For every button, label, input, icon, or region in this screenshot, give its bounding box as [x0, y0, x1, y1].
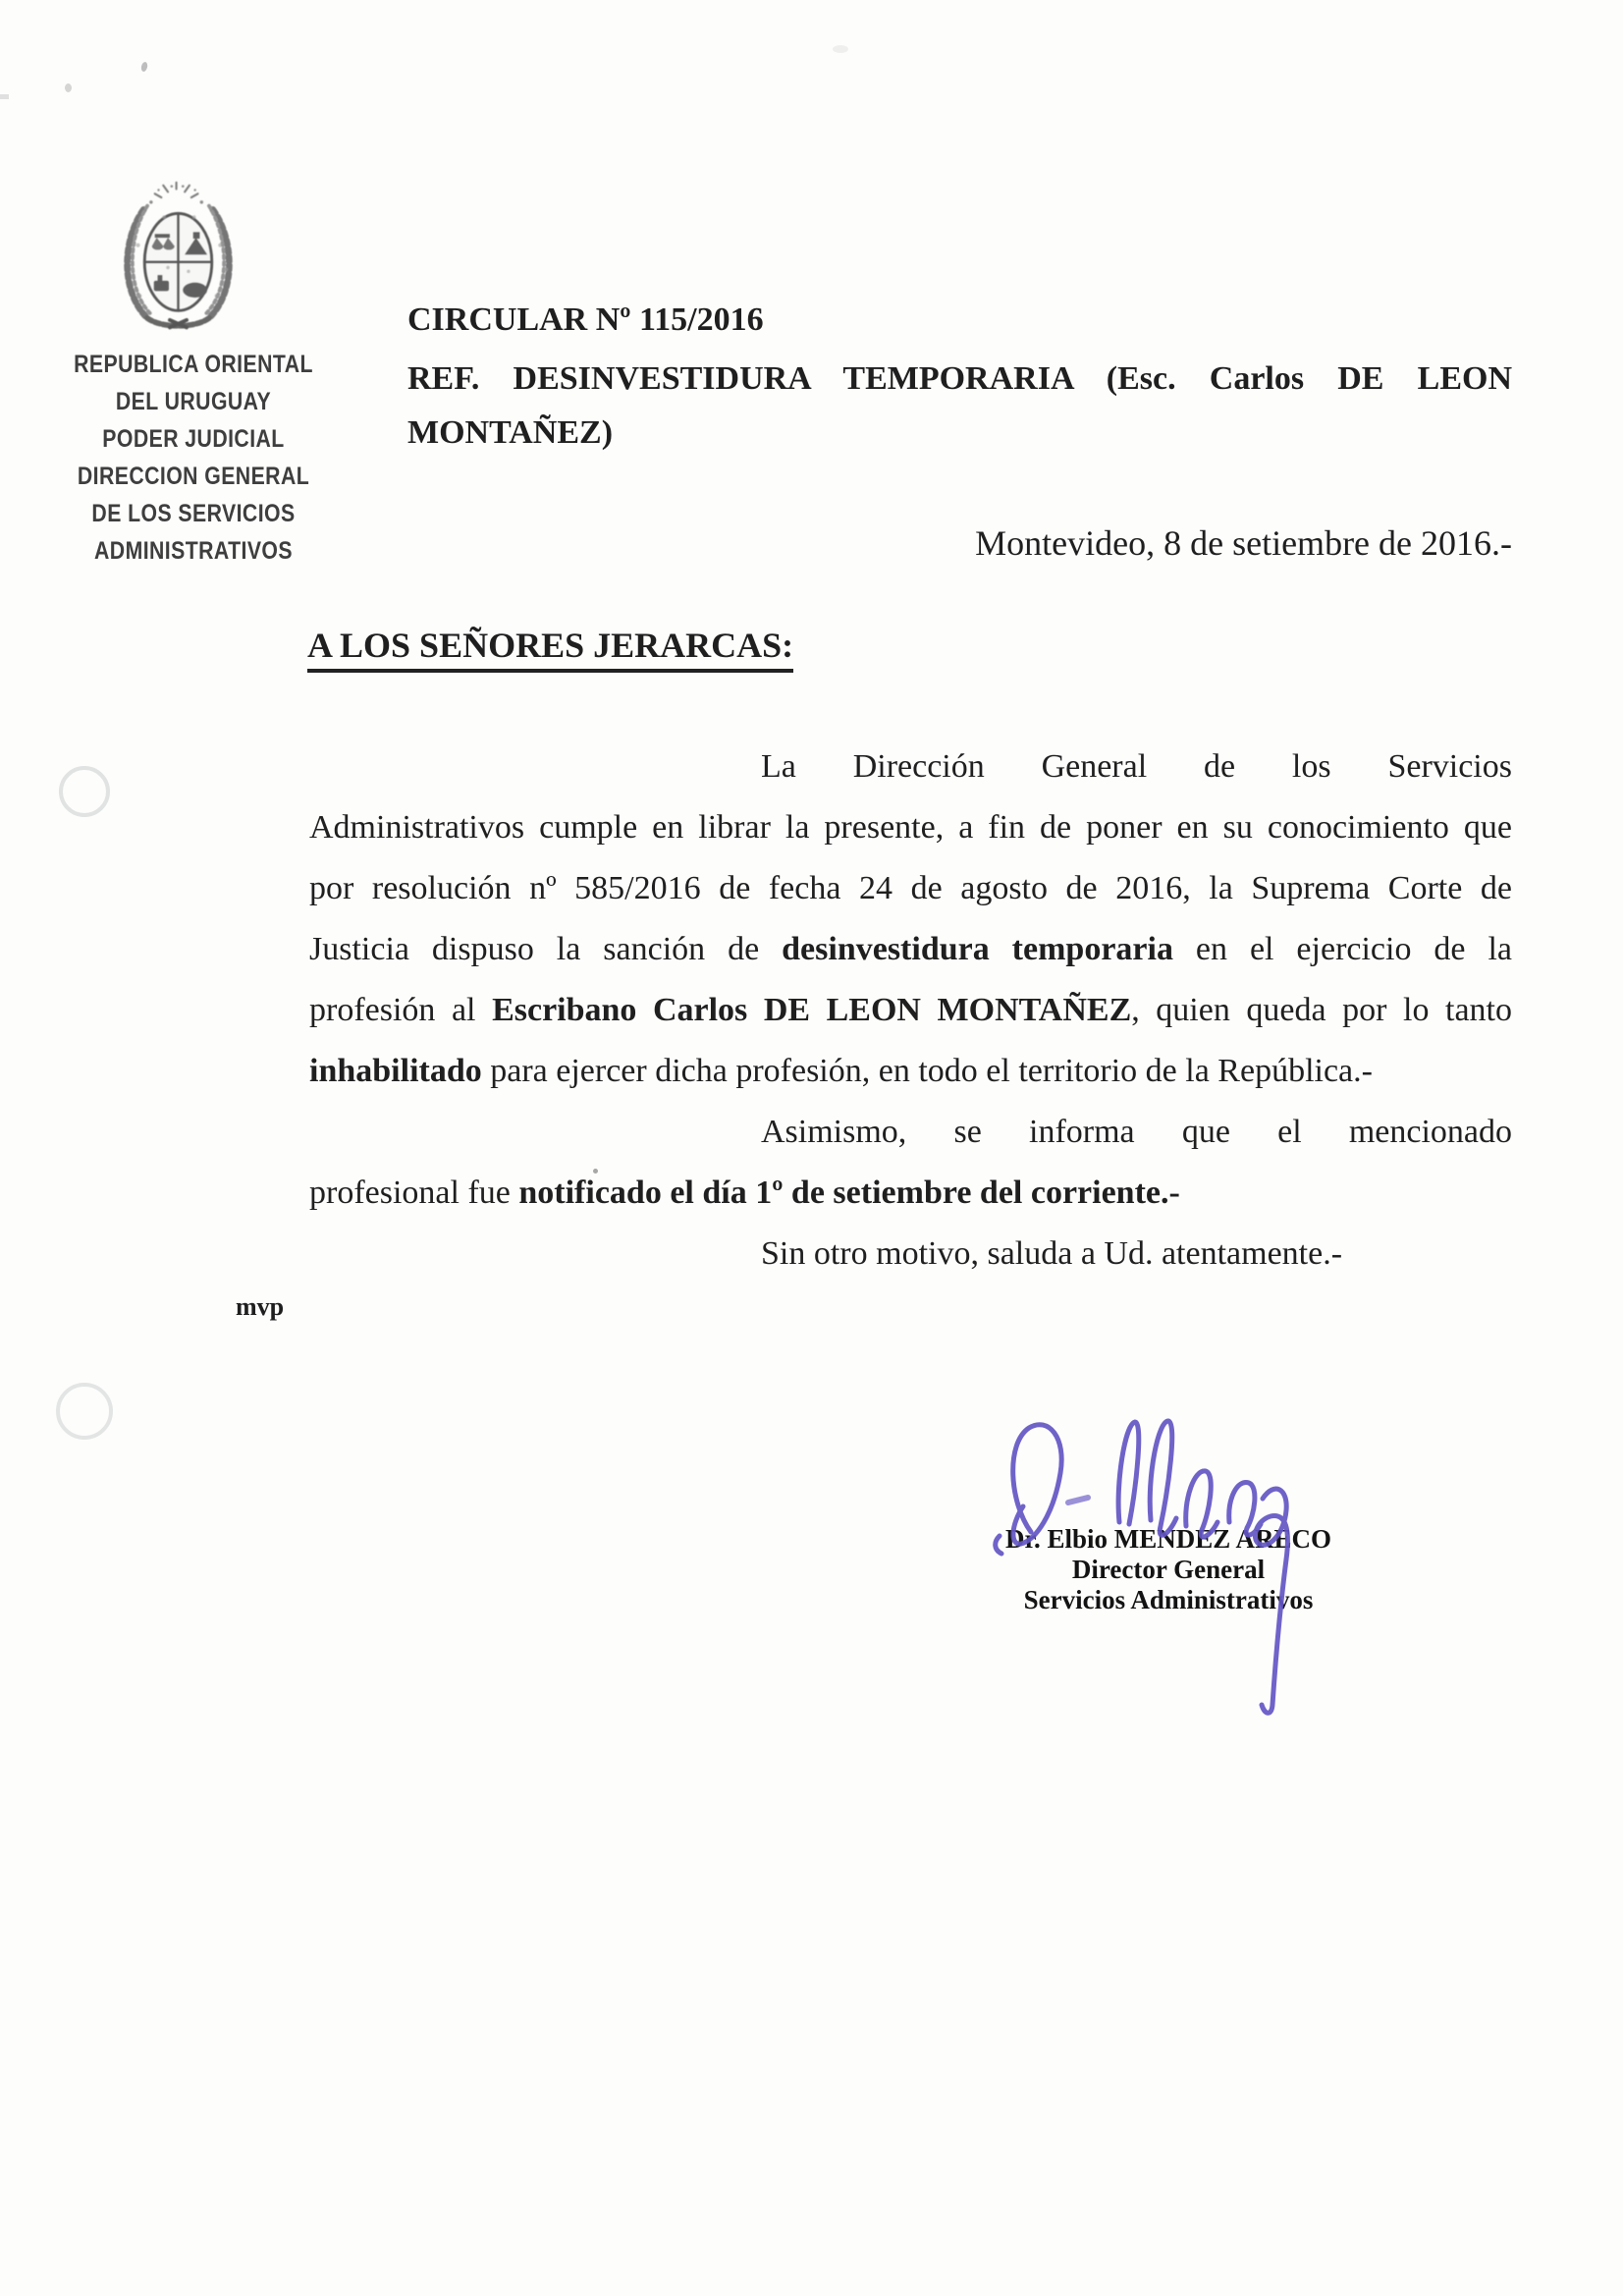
letter-body	[309, 737, 1512, 1285]
body-line-1: La Dirección General de los Servicios	[761, 748, 1512, 785]
letterhead-line: REPUBLICA ORIENTAL	[74, 351, 313, 378]
signer-name: Dr. Elbio MENDEZ ARECO	[1004, 1524, 1332, 1554]
body-text: , quien queda por lo tanto	[1131, 992, 1512, 1028]
signer-title: Servicios Administrativos	[1023, 1585, 1314, 1614]
reference-line-2: MONTAÑEZ)	[407, 414, 614, 451]
scan-artifact-speck	[593, 1169, 598, 1174]
body-line-8	[309, 1163, 1512, 1224]
scan-artifact-speck	[833, 45, 848, 53]
body-line-9: Sin otro motivo, saluda a Ud. atentamente.-	[761, 1235, 1343, 1272]
body-line-4	[309, 919, 1512, 980]
signature-block	[967, 1524, 1370, 1615]
dateline: Montevideo, 8 de setiembre de 2016.-	[975, 523, 1512, 563]
body-text-bold: notificado el día 1º de setiembre del corriente.-	[518, 1175, 1180, 1211]
body-text-bold: inhabilitado	[309, 1053, 482, 1089]
body-line-7: Asimismo, se informa que el mencionado	[761, 1114, 1512, 1150]
body-line-3: por resolución nº 585/2016 de fecha 24 de agosto de 2016, la Suprema Corte de	[309, 870, 1512, 906]
body-line-6	[309, 1041, 1512, 1102]
body-text: profesional fue	[309, 1175, 519, 1211]
body-line-5	[309, 980, 1512, 1041]
letterhead-text	[52, 346, 336, 570]
body-text: Justicia dispuso la sanción de	[309, 931, 783, 967]
body-text-bold: Escribano Carlos DE LEON MONTAÑEZ	[492, 992, 1132, 1028]
letterhead-line: ADMINISTRATIVOS	[94, 537, 293, 565]
body-text: en el ejercicio de la	[1172, 931, 1512, 967]
body-text: para ejercer dicha profesión, en todo el territorio de la República.-	[481, 1053, 1373, 1089]
body-line-2: Administrativos cumple en librar la presente, a fin de poner en su conocimiento que	[309, 809, 1512, 846]
scan-artifact-speck	[140, 61, 148, 72]
scan-artifact-speck	[0, 94, 9, 99]
reference-line-1: REF. DESINVESTIDURA TEMPORARIA (Esc. Carlos DE LEON	[407, 360, 1512, 397]
letterhead-line: DIRECCION GENERAL	[77, 463, 310, 490]
letterhead-line: DEL URUGUAY	[115, 388, 272, 415]
letter-header	[407, 299, 1512, 565]
letterhead-line: PODER JUDICIAL	[102, 425, 285, 453]
typist-initials: mvp	[236, 1292, 285, 1321]
body-text-bold: desinvestidura temporaria	[782, 931, 1173, 967]
coat-of-arms-icon	[108, 180, 248, 337]
letterhead-line: DE LOS SERVICIOS	[91, 500, 296, 527]
salutation: A LOS SEÑORES JERARCAS:	[307, 625, 793, 673]
scan-artifact-ring	[59, 766, 110, 817]
circular-number: CIRCULAR Nº 115/2016	[407, 301, 764, 338]
signer-title: Director General	[1071, 1555, 1266, 1584]
scan-artifact-speck	[65, 83, 72, 92]
scan-artifact-ring	[56, 1383, 113, 1440]
body-text: profesión al	[309, 992, 493, 1028]
